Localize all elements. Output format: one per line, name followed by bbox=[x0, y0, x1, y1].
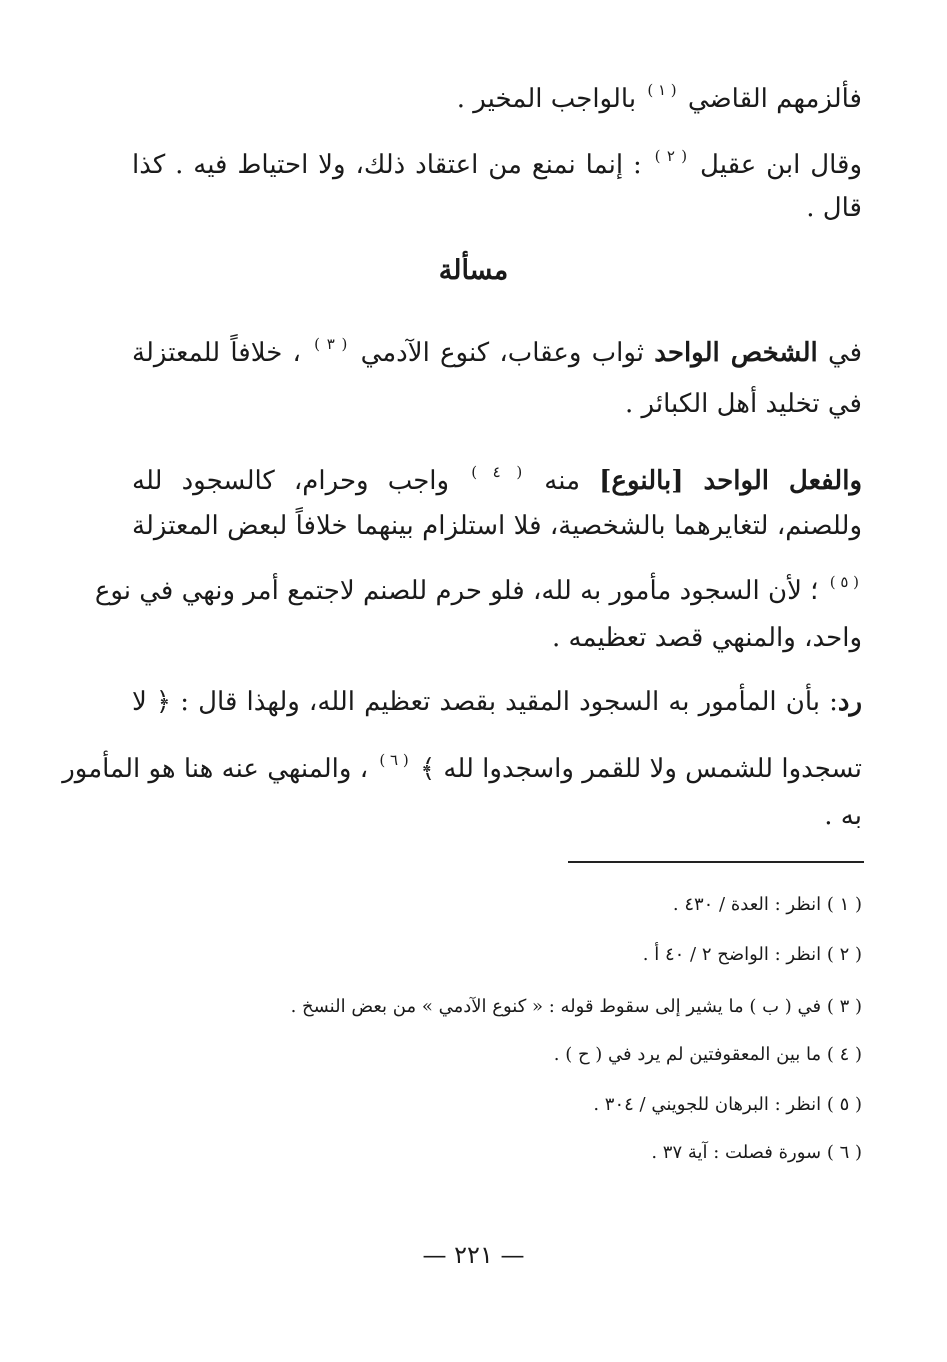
text-span: : بأن المأمور به السجود المقيد بقصد تعظيم الله، ولهذا قال : ﴿ لا bbox=[132, 687, 838, 717]
text-span: فألزمهم القاضي bbox=[687, 84, 862, 114]
text-span: وقال ابن عقيل bbox=[700, 150, 863, 180]
body-line bbox=[824, 800, 862, 832]
footnote: ( ٦ ) سورة فصلت : آية ٣٧ . bbox=[651, 1142, 862, 1163]
footnote: ( ٥ ) انظر : البرهان للجويني / ٣٠٤ . bbox=[593, 1094, 862, 1115]
text-span: به . bbox=[824, 801, 862, 831]
body-line bbox=[625, 388, 862, 420]
footnote: ( ٣ ) في ( ب ) ما يشير إلى سقوط قوله : « كنوع الآدمي » من بعض النسخ . bbox=[290, 996, 862, 1017]
body-line bbox=[62, 744, 862, 785]
body-line bbox=[806, 192, 862, 224]
footnote-ref: ( ٦ ) bbox=[379, 751, 409, 769]
body-line bbox=[132, 510, 862, 542]
text-span: قال . bbox=[806, 193, 862, 223]
body-line bbox=[457, 74, 862, 115]
text-span: واحد، والمنهي قصد تعظيمه . bbox=[552, 623, 862, 653]
text-span: ، والمنهي عنه هنا هو المأمور bbox=[62, 754, 369, 784]
text-span: تسجدوا للشمس ولا للقمر واسجدوا لله ﴾ bbox=[419, 754, 862, 784]
body-line bbox=[132, 328, 862, 369]
body-line bbox=[132, 686, 862, 718]
bold-term: الشخص الواحد bbox=[654, 338, 818, 368]
text-span: واجب وحرام، كالسجود لله bbox=[132, 466, 450, 496]
page-number: — ٢٢١ — bbox=[422, 1241, 525, 1269]
text-span: ؛ لأن السجود مأمور به لله، فلو حرم للصنم لاجتمع أمر ونهي في نوع bbox=[94, 576, 819, 606]
body-line bbox=[132, 140, 862, 181]
bold-term: رد bbox=[837, 687, 862, 717]
footnote: ( ٢ ) انظر : الواضح ٢ / ٤٠ أ . bbox=[642, 944, 862, 965]
footnote-ref: ( ١ ) bbox=[647, 81, 677, 99]
text-span: في تخليد أهل الكبائر . bbox=[624, 389, 862, 419]
text-span: وللصنم، لتغايرهما بالشخصية، فلا استلزام بينهما خلافاً لبعض المعتزلة bbox=[132, 511, 862, 541]
footnote-ref: ( ٤ ) bbox=[471, 463, 523, 481]
footnote: ( ١ ) انظر : العدة / ٤٣٠ . bbox=[672, 894, 862, 915]
footnote: ( ٤ ) ما بين المعقوفتين لم يرد في ( ح ) . bbox=[553, 1044, 862, 1065]
text-span: بالواجب المخير . bbox=[456, 84, 637, 114]
body-line bbox=[552, 622, 862, 654]
text-span: : إنما نمنع من اعتقاد ذلك، ولا احتياط فيه . كذا bbox=[132, 150, 642, 180]
text-span: ثواب وعقاب، كنوع الآدمي bbox=[360, 338, 644, 368]
bold-term: والفعل الواحد [بالنوع] bbox=[599, 466, 862, 496]
footnote-ref: ( ٢ ) bbox=[654, 147, 688, 165]
body-line bbox=[132, 456, 862, 497]
footnote-ref: ( ٥ ) bbox=[829, 573, 859, 591]
text-span: في bbox=[827, 338, 863, 368]
section-heading: مسألة bbox=[438, 255, 509, 286]
footnote-divider bbox=[568, 861, 864, 863]
footnote-ref: ( ٣ ) bbox=[314, 335, 348, 353]
body-line bbox=[94, 566, 862, 607]
text-span: ، خلافاً للمعتزلة bbox=[132, 338, 301, 368]
text-span: منه bbox=[544, 466, 581, 496]
